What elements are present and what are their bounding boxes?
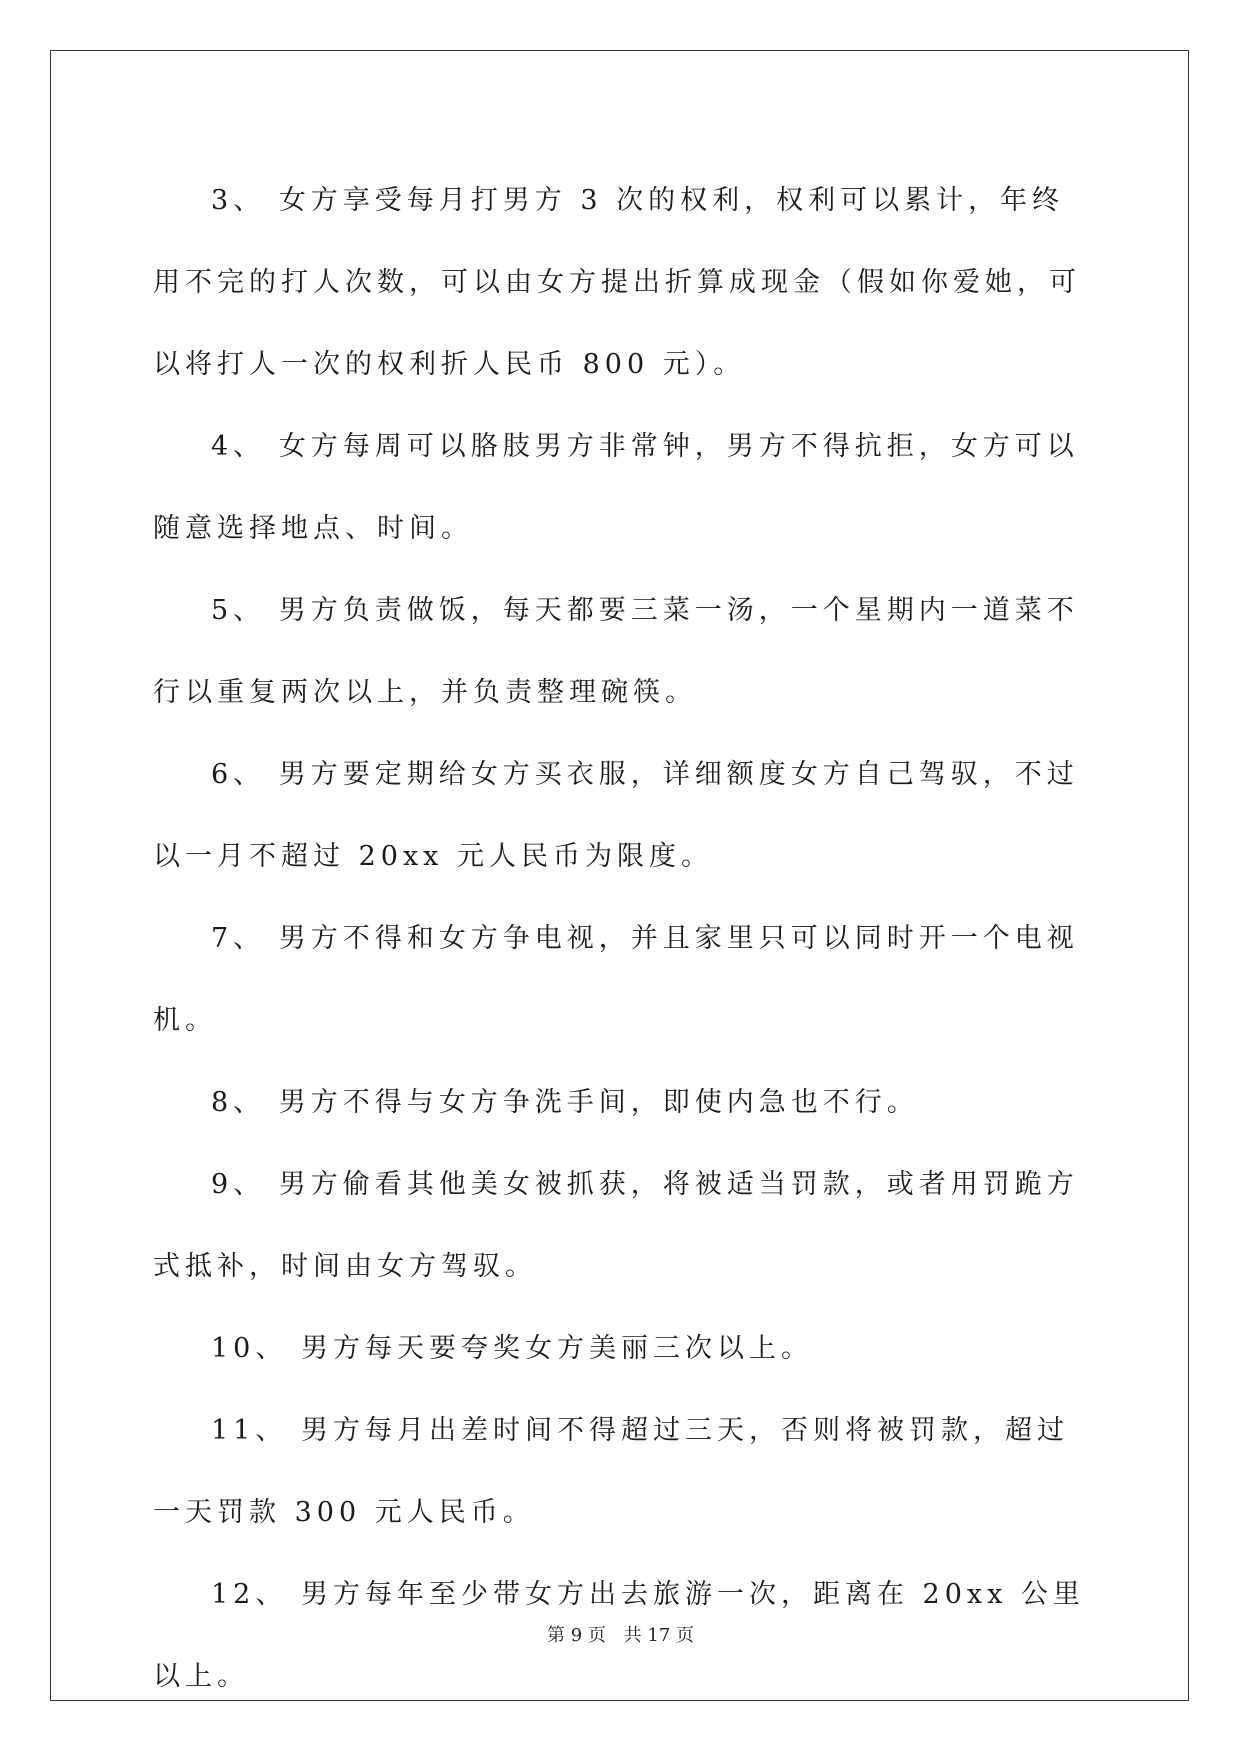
paragraph-item-11: 11、 男方每月出差时间不得超过三天，否则将被罚款，超过一天罚款 300 元人民币。 — [153, 1415, 1069, 1528]
paragraph-item-3: 3、 女方享受每月打男方 3 次的权利，权利可以累计，年终用不完的打人次数，可以由女方提出折算成现金（假如你爱她，可以将打人一次的权利折人民币 800 元）。 — [153, 185, 1081, 380]
paragraph-item-6: 6、 男方要定期给女方买衣服，详细额度女方自己驾驭，不过以一月不超过 20xx 元人民币为限度。 — [153, 759, 1079, 872]
document-body — [153, 160, 1087, 1718]
paragraph-item-7: 7、 男方不得和女方争电视，并且家里只可以同时开一个电视机。 — [153, 923, 1079, 1036]
page-number: 第 9 页 — [547, 1625, 606, 1646]
paragraph-item-12: 12、 男方每年至少带女方出去旅游一次，距离在 20xx 公里以上。 — [153, 1579, 1085, 1692]
paragraph-item-9: 9、 男方偷看其他美女被抓获，将被适当罚款，或者用罚跪方式抵补，时间由女方驾驭。 — [153, 1169, 1079, 1282]
paragraph-item-5: 5、 男方负责做饭，每天都要三菜一汤，一个星期内一道菜不行以重复两次以上，并负责整理碗筷。 — [153, 595, 1079, 708]
paragraph-item-4: 4、 女方每周可以胳肢男方非常钟，男方不得抗拒，女方可以随意选择地点、时间。 — [153, 431, 1079, 544]
page-total: 共 17 页 — [623, 1625, 694, 1646]
paragraph-item-8: 8、 男方不得与女方争洗手间，即使内急也不行。 — [211, 1087, 919, 1118]
page-footer — [0, 1621, 1241, 1647]
paragraph-item-10: 10、 男方每天要夸奖女方美丽三次以上。 — [211, 1333, 813, 1364]
